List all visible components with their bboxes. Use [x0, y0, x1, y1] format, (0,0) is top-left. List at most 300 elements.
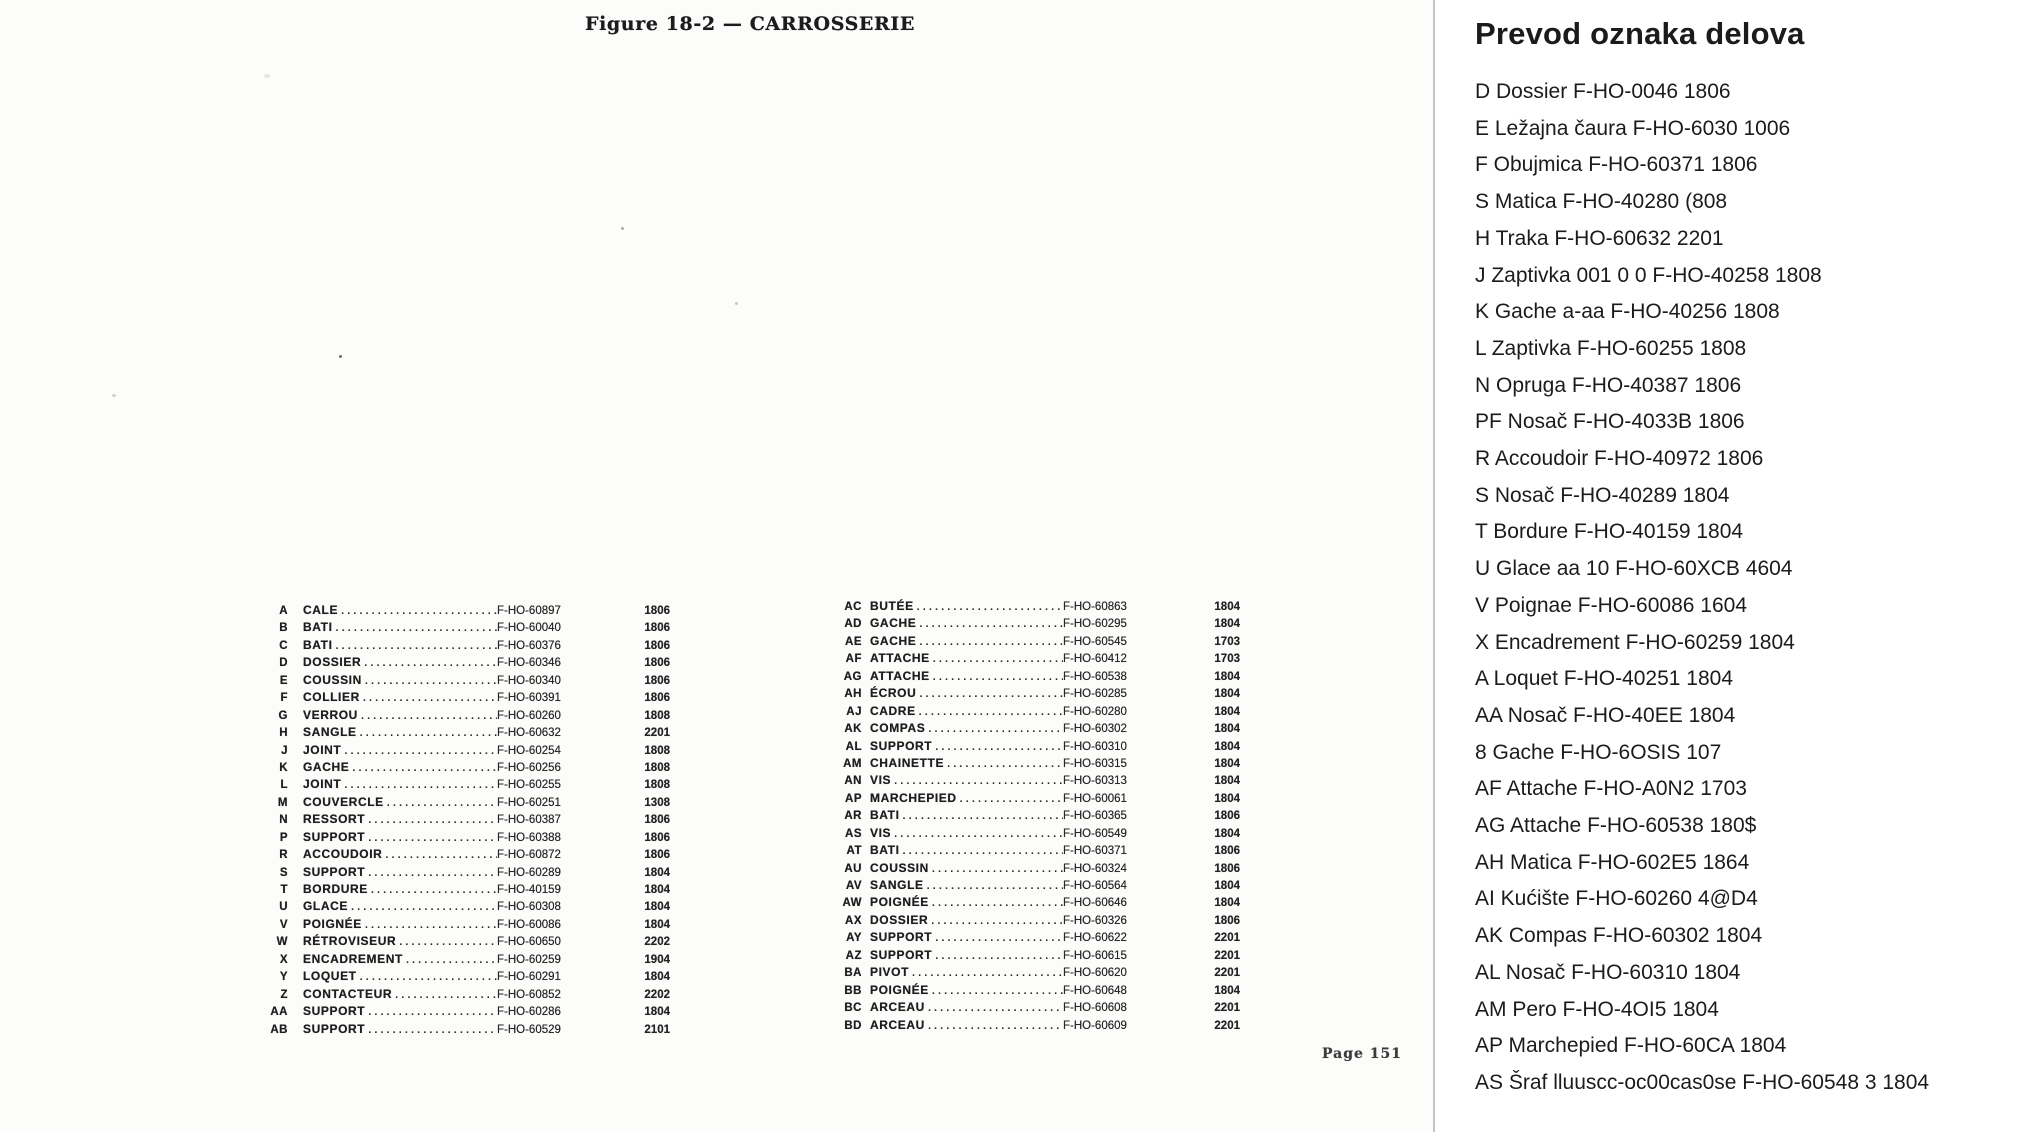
- part-ref: AJ: [846, 705, 862, 718]
- part-code: 2201: [1214, 949, 1240, 962]
- dot-leader: [362, 917, 497, 931]
- translation-item: AI Kućište F-HO-60260 4@D4: [1475, 887, 1758, 911]
- table-row: [836, 948, 1240, 965]
- part-number: F-HO-60061: [1063, 792, 1127, 805]
- translation-item: E Ležajna čaura F-HO-6030 1006: [1475, 116, 1791, 140]
- part-ref: AR: [844, 810, 862, 823]
- part-name: BATI: [303, 637, 333, 652]
- part-code: 1808: [644, 709, 670, 722]
- dot-leader: [365, 865, 497, 879]
- dot-leader: [932, 930, 1063, 944]
- part-ref: P: [279, 831, 288, 844]
- dot-leader: [392, 987, 497, 1001]
- translation-item: K Gache a-aa F-HO-40256 1808: [1475, 300, 1780, 324]
- part-ref: A: [279, 605, 288, 617]
- part-number: F-HO-60302: [1063, 723, 1127, 736]
- part-number: F-HO-60256: [497, 761, 561, 774]
- dot-leader: [891, 826, 1063, 840]
- part-number: F-HO-60648: [1063, 984, 1127, 997]
- translation-item: AF Attache F-HO-A0N2 1703: [1475, 777, 1747, 801]
- dot-leader: [365, 1004, 497, 1018]
- part-name: COUVERCLE: [303, 794, 384, 809]
- scan-speck: [735, 302, 738, 305]
- part-number: F-HO-60538: [1063, 670, 1127, 683]
- dot-leader: [929, 861, 1063, 875]
- part-name: LOQUET: [303, 969, 357, 984]
- table-row: [836, 634, 1240, 651]
- part-name-cell: [870, 808, 1063, 822]
- part-name: DOSSIER: [303, 655, 362, 670]
- table-row: [836, 739, 1240, 756]
- part-number: F-HO-60608: [1063, 1002, 1127, 1015]
- table-row: [262, 847, 670, 864]
- part-ref: BB: [844, 984, 862, 997]
- part-ref: AG: [843, 670, 862, 683]
- part-number: F-HO-60289: [497, 866, 561, 879]
- part-ref: AX: [845, 914, 862, 927]
- part-name-cell: [870, 791, 1063, 805]
- table-row: [836, 1018, 1240, 1035]
- table-row: [262, 952, 670, 969]
- part-number: F-HO-60529: [497, 1023, 561, 1036]
- part-number: F-HO-60291: [497, 971, 561, 984]
- part-name-cell: [870, 1000, 1063, 1014]
- part-name: CALE: [303, 603, 339, 617]
- table-row: [262, 690, 670, 707]
- part-name-cell: [870, 895, 1063, 909]
- part-name-cell: [870, 861, 1063, 875]
- part-ref: S: [279, 866, 288, 879]
- dot-leader: [338, 603, 497, 617]
- translation-item: PF Nosač F-HO-4033B 1806: [1475, 410, 1745, 434]
- part-name: BORDURE: [303, 882, 368, 896]
- part-name: CADRE: [870, 703, 916, 718]
- part-code: 1806: [644, 657, 670, 670]
- part-code: 2202: [644, 936, 670, 949]
- part-name-cell: [303, 812, 497, 826]
- part-name-cell: [870, 843, 1063, 857]
- part-name: GACHE: [870, 616, 917, 631]
- part-name: POIGNÉE: [303, 916, 362, 931]
- scan-speck: [264, 74, 270, 78]
- translation-item: S Matica F-HO-40280 (808: [1475, 190, 1728, 214]
- part-ref: AA: [270, 1006, 288, 1019]
- part-name-cell: [303, 795, 497, 809]
- part-number: F-HO-60391: [497, 692, 561, 705]
- table-row: [262, 777, 670, 794]
- part-name-cell: [870, 704, 1063, 718]
- part-code: 1804: [1214, 757, 1240, 770]
- part-code: 1804: [644, 866, 670, 879]
- part-name-cell: [303, 743, 497, 757]
- part-code: 1904: [644, 953, 670, 966]
- part-name: JOINT: [303, 777, 342, 792]
- table-row: [262, 1022, 670, 1039]
- part-name: ATTACHE: [870, 651, 930, 666]
- part-name-cell: [870, 634, 1063, 648]
- part-ref: U: [279, 901, 288, 914]
- part-name: JOINT: [303, 742, 342, 757]
- table-row: [262, 934, 670, 951]
- part-name: VIS: [870, 773, 892, 788]
- dot-leader: [403, 952, 497, 966]
- table-row: [836, 965, 1240, 982]
- part-ref: AD: [844, 618, 862, 631]
- dot-leader: [925, 1018, 1063, 1032]
- part-name: GLACE: [303, 899, 348, 914]
- table-row: [262, 655, 670, 672]
- part-name-cell: [870, 616, 1063, 630]
- part-number: F-HO-60632: [497, 727, 561, 740]
- part-ref: K: [279, 761, 288, 774]
- part-name-cell: [303, 655, 497, 669]
- table-row: [262, 673, 670, 690]
- part-code: 1804: [1214, 984, 1240, 997]
- table-row: [836, 930, 1240, 947]
- part-code: 2201: [1214, 967, 1240, 980]
- part-name-cell: [870, 965, 1063, 979]
- part-name-cell: [303, 847, 497, 861]
- table-row: [262, 795, 670, 812]
- part-number: F-HO-60286: [497, 1006, 561, 1019]
- part-ref: M: [277, 796, 288, 809]
- part-number: F-HO-60365: [1063, 810, 1127, 823]
- part-name: BATI: [870, 808, 900, 823]
- part-number: F-HO-60615: [1063, 949, 1127, 962]
- table-row: [836, 669, 1240, 686]
- part-name-cell: [303, 708, 497, 722]
- part-ref: AZ: [845, 949, 862, 962]
- translation-item: AA Nosač F-HO-40EE 1804: [1475, 703, 1736, 727]
- part-name-cell: [303, 952, 497, 966]
- part-number: F-HO-60346: [497, 657, 561, 670]
- table-row: [262, 620, 670, 637]
- part-ref: BA: [844, 967, 862, 980]
- dot-leader: [916, 686, 1063, 700]
- part-name: COLLIER: [303, 690, 360, 705]
- dot-leader: [361, 655, 497, 669]
- table-row: [262, 969, 670, 986]
- translation-item: D Dossier F-HO-0046 1806: [1475, 80, 1731, 103]
- part-ref: T: [280, 884, 288, 896]
- translation-list: [1475, 74, 1929, 1102]
- part-ref: AV: [845, 880, 862, 892]
- translation-item: L Zaptivka F-HO-60255 1808: [1475, 336, 1747, 360]
- part-number: F-HO-60340: [497, 674, 561, 687]
- part-name-cell: [870, 669, 1063, 683]
- dot-leader: [932, 948, 1063, 962]
- part-code: 1808: [644, 761, 670, 774]
- table-row: [262, 725, 670, 742]
- part-name: SANGLE: [303, 725, 357, 740]
- part-name: SUPPORT: [870, 738, 933, 753]
- part-name: MARCHEPIED: [870, 790, 957, 805]
- part-ref: Y: [279, 971, 288, 984]
- part-name: BATI: [303, 620, 333, 635]
- part-code: 2101: [644, 1023, 670, 1036]
- table-row: [836, 826, 1240, 843]
- table-row: [262, 638, 670, 655]
- part-code: 2201: [1214, 1019, 1240, 1032]
- part-number: F-HO-60086: [497, 918, 561, 931]
- part-name-cell: [870, 948, 1063, 962]
- part-number: F-HO-60255: [497, 779, 561, 792]
- part-ref: AP: [845, 792, 862, 805]
- part-code: 1806: [644, 692, 670, 705]
- part-name: CHAINETTE: [870, 755, 945, 770]
- scan-speck: [621, 227, 624, 230]
- table-row: [836, 756, 1240, 773]
- dot-leader: [930, 669, 1063, 683]
- part-ref: D: [279, 657, 288, 670]
- part-number: F-HO-60388: [497, 831, 561, 844]
- part-ref: AB: [270, 1023, 288, 1036]
- dot-leader: [341, 743, 497, 757]
- figure-title: Figure 18-2 — CARROSSERIE: [585, 13, 915, 35]
- part-ref: J: [281, 744, 288, 757]
- part-name-cell: [870, 686, 1063, 700]
- part-name: VERROU: [303, 707, 358, 722]
- part-code: 1804: [644, 918, 670, 931]
- table-row: [262, 743, 670, 760]
- translation-item: AS Šraf lluuscc-oc00cas0se F-HO-60548 3 1804: [1475, 1070, 1930, 1094]
- dot-leader: [382, 847, 497, 861]
- part-code: 1806: [644, 814, 670, 827]
- part-name-cell: [303, 917, 497, 931]
- part-name: SUPPORT: [303, 1004, 366, 1019]
- table-row: [262, 1004, 670, 1021]
- part-name-cell: [870, 878, 1063, 892]
- part-ref: AM: [843, 757, 862, 770]
- part-ref: AC: [844, 601, 862, 613]
- parts-table-left: [262, 603, 670, 1039]
- part-name: SANGLE: [870, 878, 924, 892]
- part-code: 1308: [644, 796, 670, 809]
- part-number: F-HO-60387: [497, 814, 561, 827]
- part-ref: W: [276, 936, 288, 949]
- part-number: F-HO-60564: [1063, 880, 1127, 892]
- part-code: 1703: [1214, 653, 1240, 666]
- dot-leader: [944, 756, 1063, 770]
- part-ref: F: [280, 692, 288, 705]
- dot-leader: [384, 795, 497, 809]
- part-number: F-HO-60251: [497, 796, 561, 809]
- part-name: SUPPORT: [303, 1021, 366, 1036]
- dot-leader: [358, 708, 497, 722]
- part-code: 1806: [644, 605, 670, 617]
- part-number: F-HO-60326: [1063, 914, 1127, 927]
- part-name: VIS: [870, 825, 892, 840]
- part-name-cell: [303, 1004, 497, 1018]
- part-ref: B: [279, 622, 288, 635]
- dot-leader: [349, 760, 497, 774]
- part-code: 1804: [644, 884, 670, 896]
- part-ref: Z: [280, 988, 288, 1001]
- dot-leader: [368, 882, 497, 896]
- part-code: 1806: [644, 639, 670, 652]
- table-row: [836, 599, 1240, 616]
- part-name-cell: [303, 620, 497, 634]
- translation-item: V Poignae F-HO-60086 1604: [1475, 593, 1748, 617]
- part-ref: AF: [845, 653, 862, 666]
- part-code: 1806: [1214, 845, 1240, 858]
- part-number: F-HO-60852: [497, 988, 561, 1001]
- translation-item: J Zaptivka 001 0 0 F-HO-40258 1808: [1475, 263, 1822, 287]
- table-row: [836, 651, 1240, 668]
- part-name-cell: [870, 1018, 1063, 1032]
- dot-leader: [925, 721, 1063, 735]
- part-code: 1806: [644, 849, 670, 862]
- dot-leader: [925, 1000, 1063, 1014]
- part-code: 1806: [644, 831, 670, 844]
- dot-leader: [900, 808, 1063, 822]
- part-number: F-HO-60295: [1063, 618, 1127, 631]
- part-number: F-HO-60650: [497, 936, 561, 949]
- part-number: F-HO-60260: [497, 709, 561, 722]
- table-row: [836, 861, 1240, 878]
- part-number: F-HO-60412: [1063, 653, 1127, 666]
- part-name: ATTACHE: [870, 668, 930, 683]
- dot-leader: [365, 812, 497, 826]
- dot-leader: [928, 913, 1063, 927]
- part-code: 1804: [1214, 827, 1240, 840]
- part-code: 1804: [1214, 792, 1240, 805]
- part-code: 2202: [644, 988, 670, 1001]
- part-ref: G: [278, 709, 288, 722]
- part-name: POIGNÉE: [870, 895, 929, 910]
- part-ref: AY: [846, 932, 862, 945]
- part-name-cell: [303, 673, 497, 687]
- part-code: 1703: [1214, 635, 1240, 648]
- part-name: RÉTROVISEUR: [303, 934, 397, 949]
- part-name-cell: [870, 739, 1063, 753]
- dot-leader: [914, 599, 1063, 613]
- part-code: 2201: [1214, 1002, 1240, 1015]
- dot-leader: [396, 934, 497, 948]
- dot-leader: [957, 791, 1063, 805]
- part-name: BUTÉE: [870, 599, 914, 613]
- dot-leader: [357, 969, 497, 983]
- part-ref: AN: [844, 775, 862, 788]
- dot-leader: [900, 843, 1063, 857]
- part-name: ACCOUDOIR: [303, 847, 383, 862]
- part-code: 1804: [1214, 618, 1240, 631]
- table-row: [262, 987, 670, 1004]
- table-row: [836, 686, 1240, 703]
- dot-leader: [916, 634, 1063, 648]
- part-number: F-HO-60620: [1063, 967, 1127, 980]
- part-number: F-HO-40159: [497, 884, 561, 896]
- part-name-cell: [303, 969, 497, 983]
- part-number: F-HO-60897: [497, 605, 561, 617]
- part-code: 1804: [1214, 723, 1240, 736]
- part-ref: R: [279, 849, 288, 862]
- dot-leader: [924, 878, 1063, 892]
- part-ref: AE: [845, 635, 862, 648]
- part-code: 1806: [1214, 862, 1240, 875]
- translation-item: U Glace aa 10 F-HO-60XCB 4604: [1475, 557, 1793, 581]
- part-name-cell: [870, 930, 1063, 944]
- part-name-cell: [870, 651, 1063, 665]
- translation-item: F Obujmica F-HO-60371 1806: [1475, 153, 1758, 177]
- part-code: 1804: [1214, 688, 1240, 701]
- translation-item: A Loquet F-HO-40251 1804: [1475, 667, 1734, 691]
- part-number: F-HO-60609: [1063, 1019, 1127, 1032]
- table-row: [262, 812, 670, 829]
- part-number: F-HO-60308: [497, 901, 561, 914]
- part-name-cell: [303, 603, 497, 617]
- table-row: [836, 773, 1240, 790]
- part-name-cell: [870, 756, 1063, 770]
- translation-item: AK Compas F-HO-60302 1804: [1475, 924, 1763, 948]
- part-code: 1804: [1214, 601, 1240, 613]
- part-number: F-HO-60315: [1063, 757, 1127, 770]
- dot-leader: [333, 638, 497, 652]
- translation-item: AG Attache F-HO-60538 180$: [1475, 814, 1757, 838]
- dot-leader: [348, 899, 497, 913]
- part-name: ENCADREMENT: [303, 951, 403, 966]
- part-code: 1808: [644, 779, 670, 792]
- part-name: ARCEAU: [870, 1000, 925, 1015]
- part-ref: AT: [846, 845, 862, 858]
- part-ref: AS: [845, 827, 862, 840]
- dot-leader: [341, 777, 497, 791]
- table-row: [262, 760, 670, 777]
- part-code: 1804: [1214, 705, 1240, 718]
- part-number: F-HO-60324: [1063, 862, 1127, 875]
- table-row: [262, 708, 670, 725]
- part-name: SUPPORT: [870, 930, 933, 945]
- table-row: [836, 808, 1240, 825]
- part-number: F-HO-60040: [497, 622, 561, 635]
- part-ref: AK: [844, 723, 862, 736]
- part-number: F-HO-60285: [1063, 688, 1127, 701]
- part-ref: AW: [842, 897, 862, 910]
- part-ref: V: [279, 918, 288, 931]
- part-number: F-HO-60313: [1063, 775, 1127, 788]
- part-name-cell: [870, 983, 1063, 997]
- part-name-cell: [303, 865, 497, 879]
- translation-item: X Encadrement F-HO-60259 1804: [1475, 630, 1795, 654]
- part-number: F-HO-60863: [1063, 601, 1127, 613]
- dot-leader: [932, 739, 1063, 753]
- parts-table-right: [836, 599, 1240, 1035]
- part-code: 1808: [644, 744, 670, 757]
- table-row: [262, 917, 670, 934]
- part-ref: AH: [844, 688, 862, 701]
- part-name-cell: [870, 913, 1063, 927]
- scan-speck: [112, 394, 116, 397]
- table-row: [836, 843, 1240, 860]
- part-code: 2201: [644, 727, 670, 740]
- table-row: [836, 913, 1240, 930]
- part-code: 1804: [644, 1006, 670, 1019]
- part-number: F-HO-60376: [497, 639, 561, 652]
- part-ref: E: [279, 674, 288, 687]
- part-name: SUPPORT: [303, 864, 366, 879]
- dot-leader: [929, 983, 1063, 997]
- dot-leader: [891, 773, 1063, 787]
- part-name: CONTACTEUR: [303, 986, 393, 1001]
- translation-item: AH Matica F-HO-602E5 1864: [1475, 850, 1750, 874]
- table-row: [262, 899, 670, 916]
- translation-item: AP Marchepied F-HO-60CA 1804: [1475, 1034, 1787, 1058]
- table-row: [836, 878, 1240, 895]
- part-name-cell: [303, 882, 497, 896]
- part-name: ÉCROU: [870, 686, 917, 701]
- part-number: F-HO-60545: [1063, 635, 1127, 648]
- translation-item: H Traka F-HO-60632 2201: [1475, 226, 1724, 250]
